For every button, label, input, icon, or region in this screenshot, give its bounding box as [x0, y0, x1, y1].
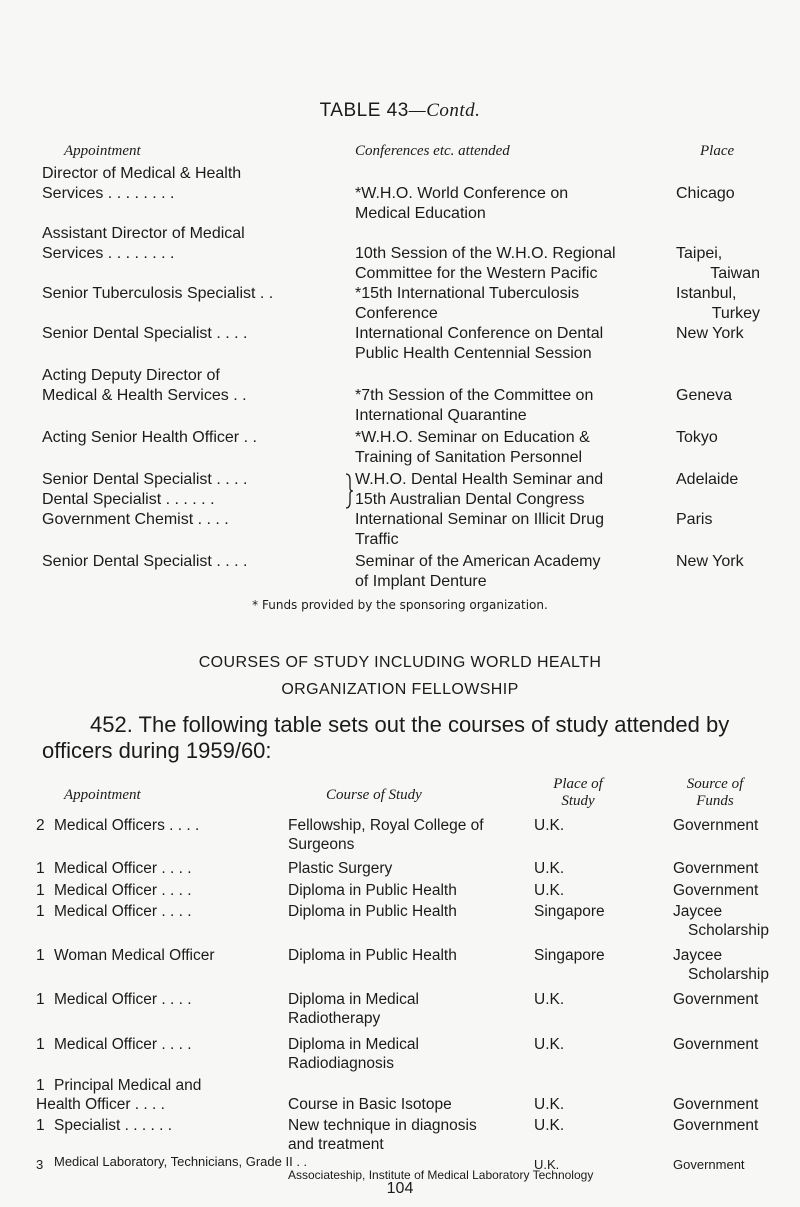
t2-course [288, 881, 457, 900]
t2-header-place [528, 776, 628, 810]
t1-place-line: Tokyo [676, 429, 718, 446]
t2-funds [673, 881, 758, 900]
t2-course [288, 1116, 477, 1154]
t1-conference-line: Seminar of the American Academy [355, 553, 601, 570]
t1-place [676, 552, 744, 572]
t1-conference-line: of Implant Denture [355, 573, 487, 590]
table-row [42, 366, 247, 406]
t2-course-line: Diploma in Public Health [288, 947, 457, 964]
section-heading-line2: ORGANIZATION FELLOWSHIP [281, 681, 519, 698]
t2-place: U.K. [534, 1157, 560, 1172]
t2-course [288, 816, 484, 854]
t2-count: 1 [36, 1077, 45, 1094]
t1-place [676, 386, 732, 406]
t2-header-funds-line: Funds [696, 793, 734, 809]
t1-appointment-line: Assistant Director of Medical [42, 225, 245, 242]
t2-appointment-line: Health Officer . . . . [36, 1096, 165, 1113]
table-row [42, 224, 245, 264]
t2-funds [673, 1035, 758, 1054]
t2-header-appointment: Appointment [64, 787, 141, 803]
t1-appointment-line: Acting Senior Health Officer . . [42, 429, 257, 446]
t2-place: U.K. [534, 1096, 565, 1113]
t2-course [288, 1035, 419, 1073]
table-row [42, 164, 241, 204]
t2-count: 1 [36, 947, 45, 964]
t2-course [288, 946, 457, 965]
t2-appointment [54, 859, 192, 878]
t2-header-place-line: Place of [553, 776, 603, 792]
t1-conference [355, 244, 616, 284]
t1-conference [355, 284, 579, 324]
t2-place: U.K. [534, 860, 565, 877]
t1-appointment-line: Director of Medical & Health [42, 165, 242, 182]
t2-appointment [54, 946, 215, 965]
t1-appointment-line: Senior Dental Specialist . . . . [42, 471, 248, 488]
table-title [0, 100, 800, 122]
t2-course-line: Technology [532, 1168, 594, 1182]
t2-appointment [54, 816, 199, 835]
brace-icon [344, 472, 354, 510]
t1-conference-line: Traffic [355, 531, 399, 548]
t2-funds [673, 1155, 745, 1174]
t2-appointment-line: Woman Medical Officer [54, 947, 215, 964]
t1-place-line: Taiwan [710, 265, 760, 282]
t2-funds-line: Government [673, 817, 759, 834]
t1-place-line: Paris [676, 511, 713, 528]
t1-place-line: New York [676, 553, 744, 570]
t2-course-line: Medical Laboratory [427, 1168, 530, 1182]
t1-place-line: Istanbul, [676, 285, 737, 302]
t2-funds-line: Government [673, 991, 759, 1008]
t2-funds [673, 990, 758, 1009]
t2-header-funds-line: Source of [686, 776, 744, 792]
t2-funds-line: Government [673, 1036, 759, 1053]
page-number: 104 [386, 1180, 414, 1197]
t2-course-line: Diploma in Medical [288, 991, 419, 1008]
t2-place: U.K. [534, 882, 565, 899]
t2-appointment-line: Medical Officers . . . . [54, 817, 200, 834]
t2-appointment-cont [36, 1095, 165, 1114]
t1-conference-line: International Conference on Dental [355, 325, 604, 342]
t2-appointment-line: Medical Officer . . . . [54, 1036, 192, 1053]
t2-count: 2 [36, 817, 45, 834]
t1-conference-line: W.H.O. Dental Health Seminar and [355, 471, 604, 488]
t2-count: 3 [36, 1157, 44, 1172]
t2-appointment-line: Medical Officer . . . . [54, 903, 192, 920]
t1-conference-line: Training of Sanitation Personnel [355, 449, 583, 466]
t1-place-line: New York [676, 325, 744, 342]
t1-appointment-line: Government Chemist . . . . [42, 511, 229, 528]
table-row [42, 470, 247, 510]
t2-appointment: Medical Laboratory, Technicians, Grade II . . [54, 1154, 308, 1169]
t2-funds-line: Jaycee [673, 903, 723, 920]
t2-course-line: New technique in diagnosis [288, 1117, 477, 1134]
t2-appointment-line: Specialist . . . . . . [54, 1117, 173, 1134]
t1-appointment-line: Senior Tuberculosis Specialist . . [42, 285, 274, 302]
t1-appointment-line: Medical & Health Services . . [42, 387, 247, 404]
t2-funds-line: Jaycee [673, 947, 723, 964]
t2-count: 1 [36, 903, 45, 920]
t2-funds-line: Government [673, 882, 759, 899]
t1-conference-line: *7th Session of the Committee on [355, 387, 594, 404]
t2-appointment [54, 1076, 201, 1095]
t2-count: 1 [36, 860, 45, 877]
t1-conference [355, 552, 600, 592]
table-row [42, 324, 247, 344]
t1-place-line: Chicago [676, 185, 735, 202]
t2-count: 1 [36, 882, 45, 899]
t1-place-line: Adelaide [676, 471, 739, 488]
t2-funds [673, 1095, 758, 1114]
t2-place: U.K. [534, 1036, 565, 1053]
t2-funds [673, 859, 758, 878]
t1-place [676, 510, 712, 530]
table-row [42, 428, 257, 448]
t2-appointment-line: Medical Officer . . . . [54, 991, 192, 1008]
t1-conference [355, 184, 568, 224]
table-row [42, 284, 273, 304]
t2-header-place-line: Study [561, 793, 595, 809]
t1-appointment-line: Acting Deputy Director of [42, 367, 220, 384]
t2-appointment-line: Medical Officer . . . . [54, 860, 192, 877]
t2-funds [673, 816, 758, 835]
t2-funds-line: Government [673, 860, 759, 877]
t2-count: 1 [36, 1117, 45, 1134]
t2-course-line: Diploma in Medical [288, 1036, 419, 1053]
t1-conference-line: *W.H.O. World Conference on [355, 185, 569, 202]
t2-header-course: Course of Study [326, 787, 422, 803]
t2-place: Singapore [534, 903, 605, 920]
t1-conference [355, 470, 603, 510]
t1-appointment-line: Dental Specialist . . . . . . [42, 491, 215, 508]
t2-appointment [54, 902, 192, 921]
t2-course-line: Diploma in Public Health [288, 882, 457, 899]
t2-course-line: Plastic Surgery [288, 860, 393, 877]
t2-course-line: Fellowship, Royal College of [288, 817, 484, 834]
t1-appointment-line: Senior Dental Specialist . . . . [42, 553, 248, 570]
t1-appointment-line: Senior Dental Specialist . . . . [42, 325, 248, 342]
t2-funds-line: Scholarship [688, 966, 769, 983]
t2-course-line: Associateship, Institute of [288, 1168, 425, 1182]
table-row [42, 552, 247, 572]
t1-place-line: Taipei, [676, 245, 723, 262]
table-title-suffix: —Contd. [408, 100, 481, 121]
t1-place [676, 324, 744, 344]
t2-count: 1 [36, 1036, 45, 1053]
t1-appointment-line: Services . . . . . . . . [42, 245, 175, 262]
t2-funds-line: Government [673, 1157, 745, 1172]
t1-conference-line: International Quarantine [355, 407, 527, 424]
t2-course-line: Surgeons [288, 836, 355, 853]
t2-funds-line: Scholarship [688, 922, 769, 939]
t2-appointment-line: Medical Laboratory [54, 1154, 164, 1169]
t2-appointment-line: Principal Medical and [54, 1077, 202, 1094]
t2-count: 1 [36, 991, 45, 1008]
t1-conference [355, 324, 603, 364]
t2-place: U.K. [534, 991, 565, 1008]
t2-course [288, 902, 457, 921]
t1-place-line: Geneva [676, 387, 733, 404]
t2-appointment [54, 1116, 172, 1135]
t1-conference-line: *15th International Tuberculosis [355, 285, 580, 302]
t2-course-line: Radiotherapy [288, 1010, 381, 1027]
t1-header-place: Place [700, 143, 735, 159]
t1-conference-line: Committee for the Western Pacific [355, 265, 598, 282]
t1-place [676, 470, 738, 490]
t1-place [676, 428, 718, 448]
t2-course-line: Course in Basic Isotope [288, 1096, 452, 1113]
t1-place [676, 184, 735, 204]
t1-conference [355, 428, 590, 468]
t1-conference-line: Conference [355, 305, 438, 322]
t2-course [288, 990, 419, 1028]
t1-place [676, 284, 760, 324]
t1-conference-line: Public Health Centennial Session [355, 345, 592, 362]
t1-appointment-line: Services . . . . . . . . [42, 185, 175, 202]
t2-course [288, 859, 392, 878]
t1-conference-line: *W.H.O. Seminar on Education & [355, 429, 590, 446]
t1-conference-line: 10th Session of the W.H.O. Regional [355, 245, 616, 262]
t1-conference [355, 386, 593, 426]
t2-funds [673, 1116, 758, 1135]
t2-appointment [54, 881, 192, 900]
t2-funds-line: Government [673, 1117, 759, 1134]
paragraph-line1: 452. The following table sets out the courses of study attended by [90, 712, 730, 737]
footnote: * Funds provided by the sponsoring organization. [252, 598, 548, 612]
t2-course-line: Diploma in Public Health [288, 903, 457, 920]
t1-conference-line: Medical Education [355, 205, 486, 222]
t1-appointment [42, 164, 241, 204]
t2-funds [673, 902, 769, 940]
table-row [42, 510, 229, 530]
section-heading-line1: COURSES OF STUDY INCLUDING WORLD HEALTH [198, 654, 602, 671]
t2-course-line: Radiodiagnosis [288, 1055, 394, 1072]
t1-place [676, 244, 760, 284]
paragraph-line2: officers during 1959/60: [42, 738, 272, 763]
t2-place: Singapore [534, 947, 605, 964]
t2-appointment [54, 1035, 192, 1054]
t2-place: U.K. [534, 817, 565, 834]
t2-appointment-line: Medical Officer . . . . [54, 882, 192, 899]
t1-place-line: Turkey [711, 305, 760, 322]
t2-place: U.K. [534, 1117, 565, 1134]
t1-conference-line: International Seminar on Illicit Drug [355, 511, 605, 528]
t1-conference-line: 15th Australian Dental Congress [355, 491, 585, 508]
t1-header-conferences: Conferences etc. attended [355, 143, 510, 159]
t2-appointment-line: Technicians, Grade II . . [170, 1154, 308, 1169]
t2-course-line: and treatment [288, 1136, 384, 1153]
t2-appointment [54, 990, 192, 1009]
t2-course [288, 1095, 452, 1114]
t2-funds-line: Government [673, 1096, 759, 1113]
t1-header-appointment: Appointment [64, 143, 141, 159]
t1-conference [355, 510, 604, 550]
table-title-main: TABLE 43 [319, 100, 409, 121]
t2-funds [673, 946, 769, 984]
t2-header-funds [660, 776, 770, 810]
